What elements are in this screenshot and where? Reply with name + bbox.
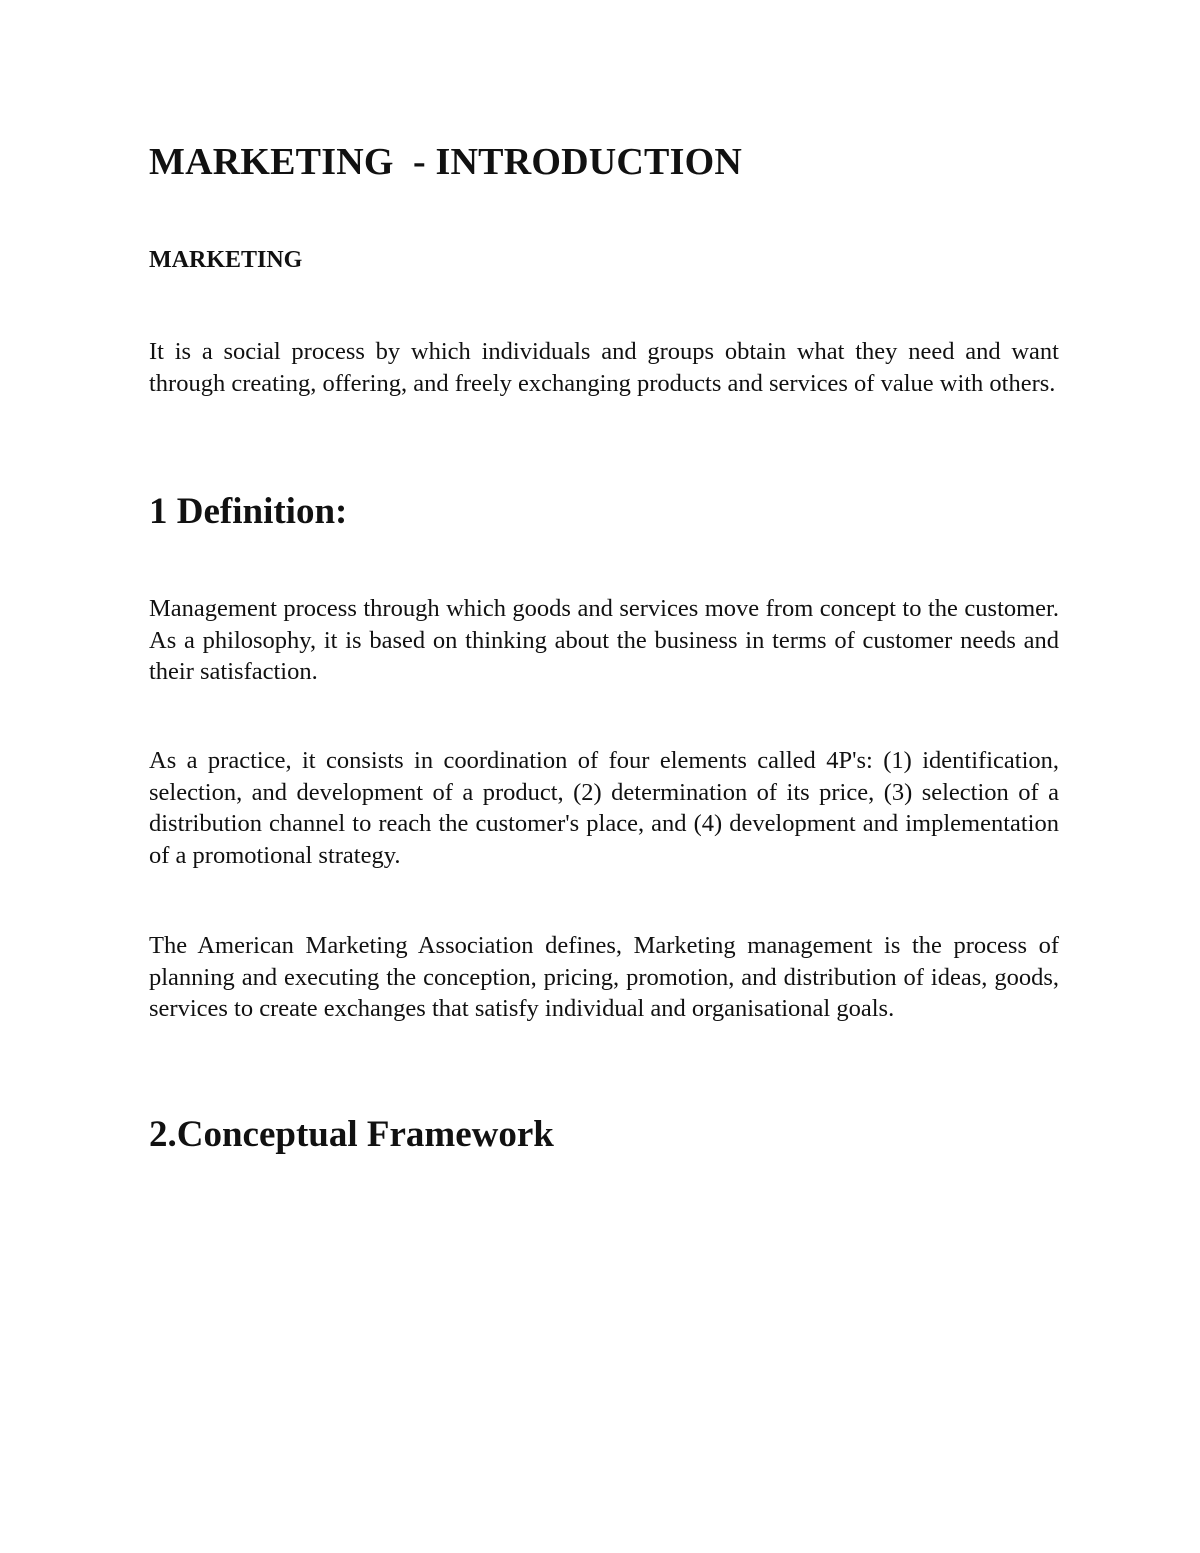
definition-paragraph-3: The American Marketing Association defines, Marketing management is the process of planning and executing the conception, pricing, promotion, and distribution of ideas, goods, services to create exchanges that satisfy individual and organisational goals. bbox=[149, 932, 1059, 1022]
definition-paragraph-2: As a practice, it consists in coordination of four elements called 4P's: (1) identification, selection, and development of a product, (2) determination of its price, (3) selection of a distribution channel to reach the customer's place, and (4) development and implementation of a promotional strategy. bbox=[149, 747, 1059, 869]
intro-paragraph: It is a social process by which individuals and groups obtain what they need and want through creating, offering, and freely exchanging products and services of value with others. bbox=[149, 338, 1059, 397]
section-heading-definition: 1 Definition: bbox=[149, 491, 348, 532]
section-heading-conceptual-framework: 2.Conceptual Framework bbox=[149, 1114, 554, 1155]
definition-paragraph-1: Management process through which goods and services move from concept to the customer. As a philosophy, it is based on thinking about the business in terms of customer needs and their satisfaction. bbox=[149, 595, 1059, 685]
page-title: MARKETING - INTRODUCTION bbox=[149, 141, 742, 183]
subheading: MARKETING bbox=[149, 247, 303, 273]
